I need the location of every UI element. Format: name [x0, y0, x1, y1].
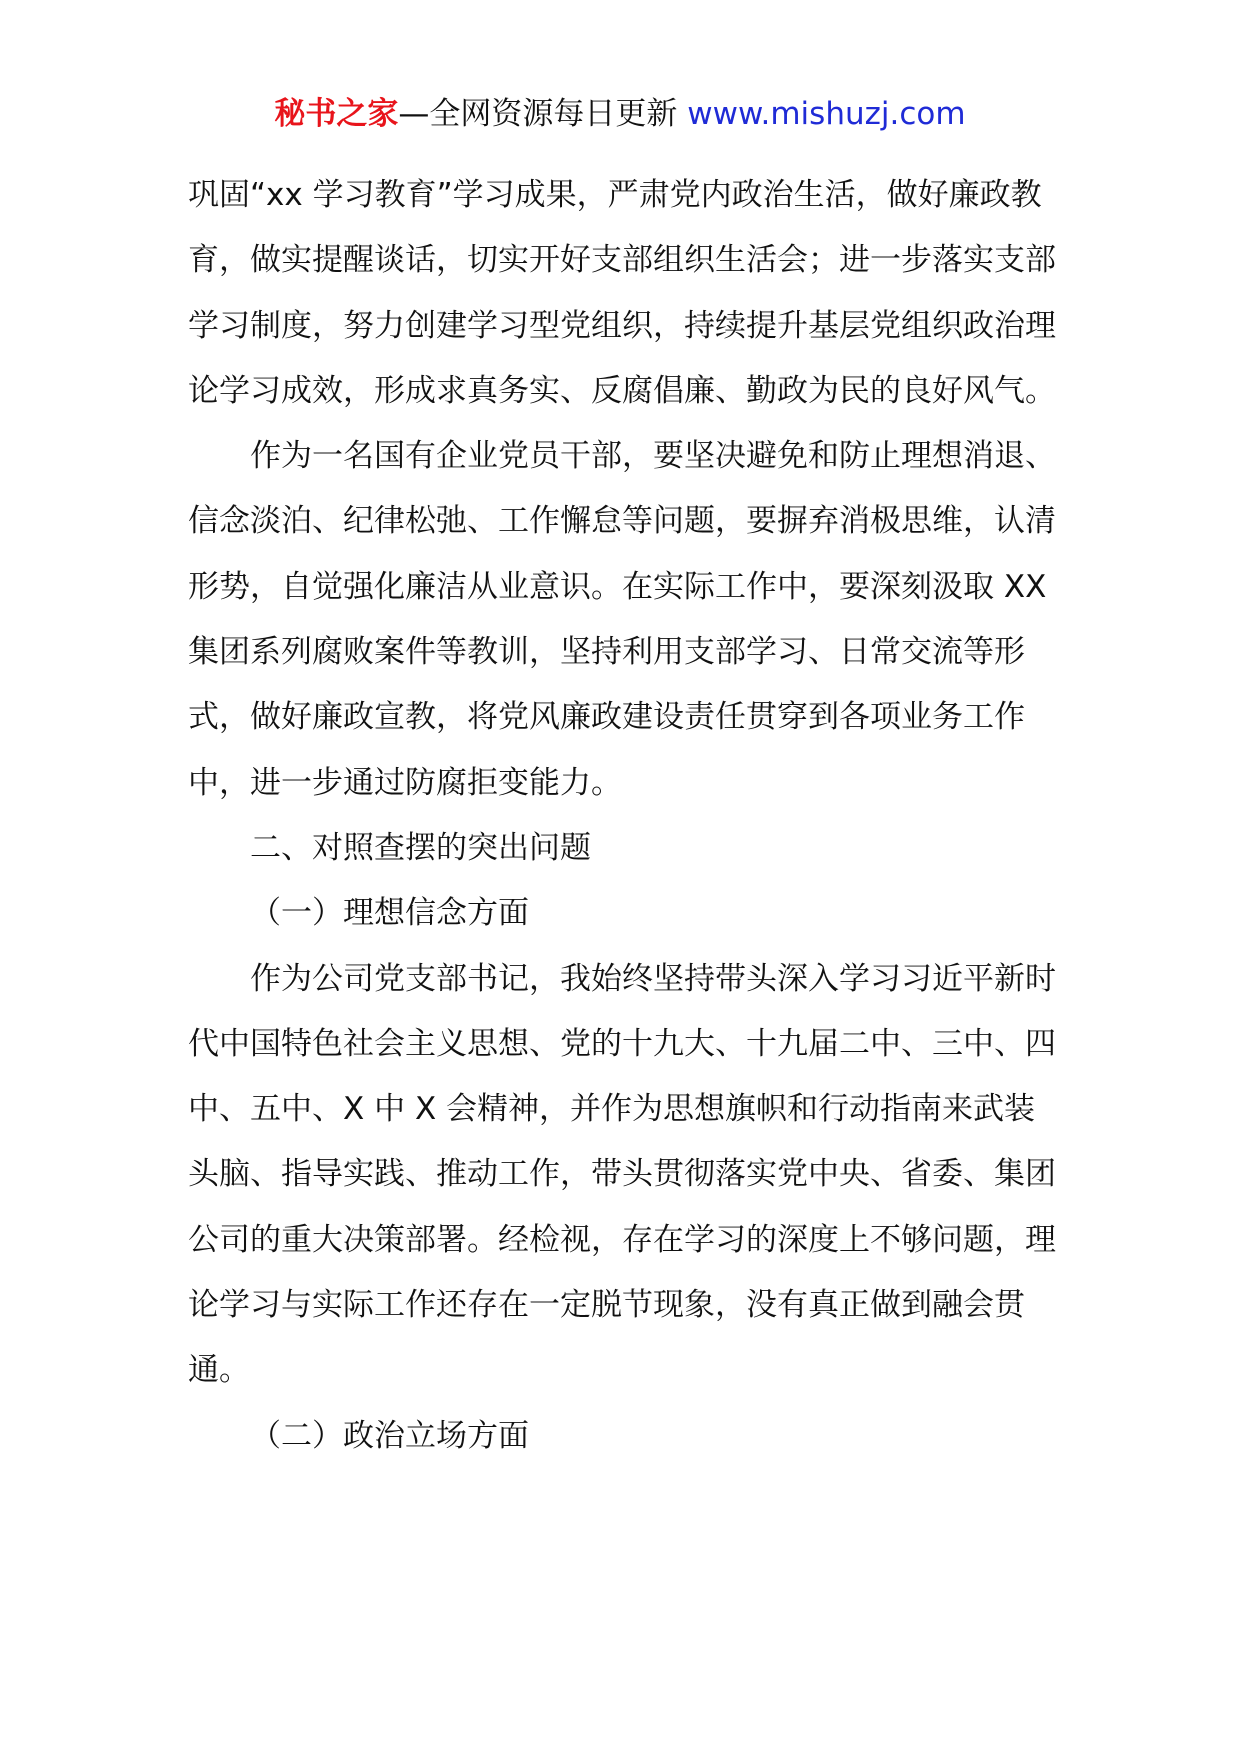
section-heading-problems: 二、对照查摆的突出问题: [250, 829, 591, 866]
paragraph-continuation: 巩固“xx 学习教育”学习成果，严肃党内政治生活，做好廉政教育，做实提醒谈话，切实开好支部组织生活会；进一步落实支部学习制度，努力创建学习型党组织，持续提升基层党组织政治理论学习成效，形成求真务实、反腐倡廉、勤政为民的良好风气。: [188, 177, 1056, 409]
site-url-link[interactable]: www.mishuzj.com: [687, 96, 966, 132]
document-body: [188, 163, 1058, 1469]
subsection-heading-ideals: （一）理想信念方面: [250, 895, 529, 932]
brand-name: 秘书之家: [274, 96, 399, 132]
paragraph-party-cadre: 作为一名国有企业党员干部，要坚决避免和防止理想消退、信念淡泊、纪律松弛、工作懈怠等问题，要摒弃消极思维，认清形势，自觉强化廉洁从业意识。在实际工作中，要深刻汲取 XX 集团系列腐败案件等教训，坚持利用支部学习、日常交流等形式，做好廉政宣教，将党风廉政建设责任贯穿到各项业务工作中，进一步通过防腐拒变能力。: [188, 438, 1056, 801]
watermark-header: [0, 92, 1240, 136]
paragraph-secretary: 作为公司党支部书记，我始终坚持带头深入学习习近平新时代中国特色社会主义思想、党的十九大、十九届二中、三中、四中、五中、X 中 X 会精神，并作为思想旗帜和行动指南来武装头脑、指导实践、推动工作，带头贯彻落实党中央、省委、集团公司的重大决策部署。经检视，存在学习的深度上不够问题，理论学习与实际工作还存在一定脱节现象，没有真正做到融会贯通。: [188, 960, 1056, 1389]
header-tagline: —全网资源每日更新: [398, 96, 688, 132]
subsection-heading-political-stance: （二）政治立场方面: [250, 1417, 529, 1454]
